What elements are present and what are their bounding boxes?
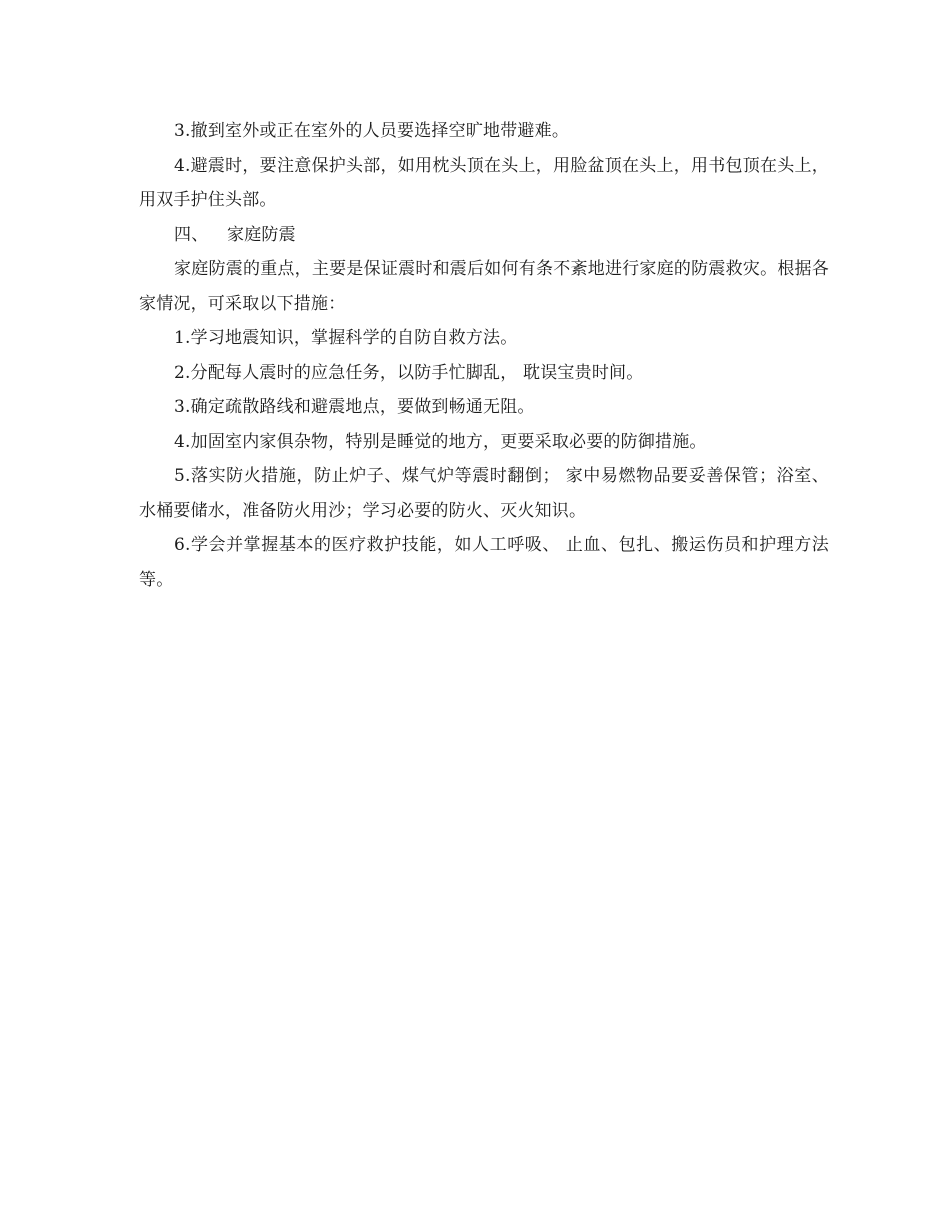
list-item: 4.避震时，要注意保护头部，如用枕头顶在头上，用脸盆顶在头上，用书包顶在头上，用双手护住头部。 <box>139 155 829 210</box>
section-heading-title: 家庭防震 <box>227 224 296 245</box>
list-item: 2.分配每人震时的应急任务，以防手忙脚乱， 耽误宝贵时间。 <box>174 362 644 383</box>
list-item: 6.学会并掌握基本的医疗救护技能，如人工呼吸、 止血、包扎、搬运伤员和护理方法等。 <box>139 535 829 590</box>
list-item: 5.落实防火措施，防止炉子、煤气炉等震时翻倒； 家中易燃物品要妥善保管；浴室、水桶要储水，准备防火用沙；学习必要的防火、灭火知识。 <box>139 466 829 521</box>
section-heading-number: 四、 <box>174 224 209 245</box>
section-heading <box>139 218 829 253</box>
list-item: 1.学习地震知识，掌握科学的自防自救方法。 <box>174 328 518 348</box>
list-item: 3.撤到室外或正在室外的人员要选择空旷地带避难。 <box>174 121 570 141</box>
document-body <box>139 114 829 597</box>
list-item: 3.确定疏散路线和避震地点，要做到畅通无阻。 <box>174 397 535 417</box>
list-item: 4.加固室内家俱杂物，特别是睡觉的地方，更要采取必要的防御措施。 <box>174 431 707 452</box>
intro-paragraph: 家庭防震的重点，主要是保证震时和震后如何有条不紊地进行家庭的防震救灾。根据各家情况，可采取以下措施： <box>139 259 829 314</box>
